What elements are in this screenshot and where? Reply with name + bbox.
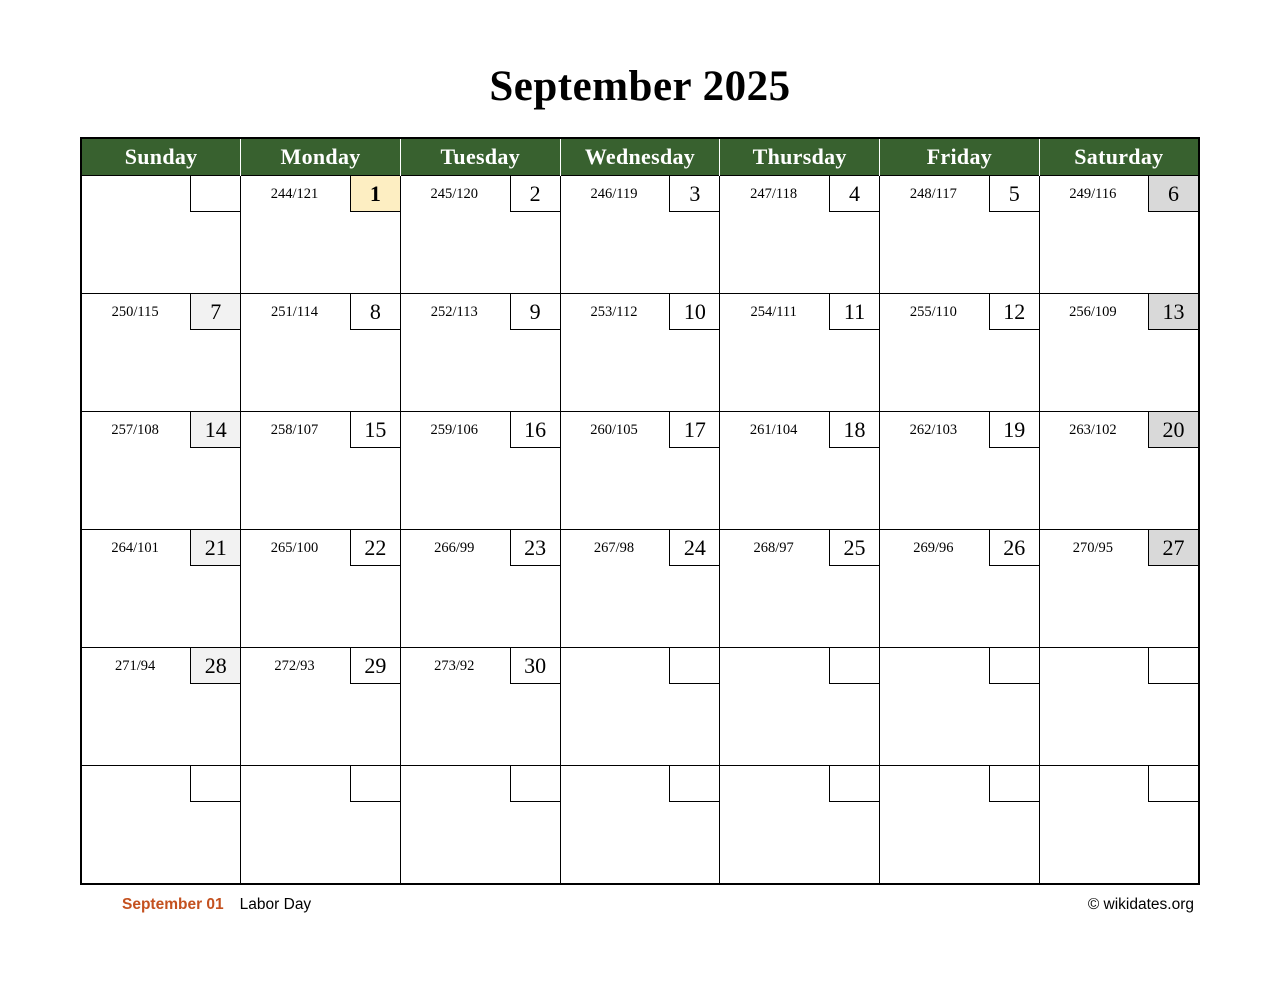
day-cell-header bbox=[241, 412, 400, 448]
day-number[interactable]: 2 bbox=[510, 176, 560, 212]
calendar-day-cell[interactable] bbox=[560, 530, 720, 648]
holiday-note bbox=[80, 896, 311, 914]
day-cell-header bbox=[1040, 294, 1198, 330]
day-of-year-label: 248/117 bbox=[909, 186, 957, 202]
day-of-year-label bbox=[401, 766, 510, 802]
day-cell-header bbox=[241, 294, 400, 330]
day-cell-header bbox=[82, 412, 240, 448]
day-number[interactable]: 16 bbox=[510, 412, 560, 448]
day-number[interactable]: 5 bbox=[989, 176, 1039, 212]
day-of-year-label bbox=[880, 766, 989, 802]
calendar-day-cell[interactable] bbox=[1039, 766, 1199, 885]
day-of-year-label: 266/99 bbox=[434, 540, 475, 556]
day-cell-header bbox=[401, 530, 560, 566]
day-number[interactable] bbox=[669, 648, 719, 684]
calendar-week-row bbox=[81, 294, 1199, 412]
day-of-year-label: 263/102 bbox=[1069, 422, 1117, 438]
day-cell-header bbox=[880, 648, 1039, 684]
day-cell-header bbox=[880, 766, 1039, 802]
calendar-week-row bbox=[81, 412, 1199, 530]
day-cell-header bbox=[720, 648, 879, 684]
day-cell-header bbox=[561, 530, 720, 566]
day-of-year-label: 262/103 bbox=[909, 422, 958, 438]
calendar-day-cell[interactable] bbox=[400, 530, 560, 648]
day-cell-header bbox=[720, 530, 879, 566]
day-of-year-label bbox=[561, 648, 670, 684]
day-number[interactable]: 11 bbox=[829, 294, 879, 330]
day-number[interactable]: 9 bbox=[510, 294, 560, 330]
day-number[interactable] bbox=[829, 766, 879, 802]
calendar-day-cell[interactable] bbox=[81, 294, 241, 412]
day-number[interactable] bbox=[510, 766, 560, 802]
day-cell-header bbox=[241, 766, 400, 802]
day-cell-header bbox=[720, 766, 879, 802]
calendar-day-cell[interactable] bbox=[81, 766, 241, 885]
month-grid bbox=[80, 137, 1200, 885]
calendar-week-row bbox=[81, 530, 1199, 648]
day-cell-header bbox=[1040, 412, 1198, 448]
day-cell-header bbox=[82, 648, 240, 684]
day-number[interactable]: 25 bbox=[829, 530, 879, 566]
calendar-week-row bbox=[81, 648, 1199, 766]
holiday-date: September 01 bbox=[122, 896, 224, 913]
day-number[interactable]: 3 bbox=[669, 176, 719, 212]
day-of-year-label: 273/92 bbox=[434, 658, 475, 674]
day-of-year-label: 258/107 bbox=[270, 422, 319, 438]
day-of-year-label: 261/104 bbox=[749, 422, 798, 438]
calendar-day-cell[interactable] bbox=[880, 412, 1040, 530]
day-cell-header bbox=[241, 530, 400, 566]
day-of-year-label: 253/112 bbox=[590, 304, 638, 320]
day-of-year-label: 259/106 bbox=[430, 422, 479, 438]
day-of-year-label: 251/114 bbox=[271, 304, 319, 320]
calendar-week-row bbox=[81, 176, 1199, 294]
day-of-year-label: 260/105 bbox=[590, 422, 638, 438]
day-number[interactable] bbox=[669, 766, 719, 802]
day-cell-header bbox=[880, 530, 1039, 566]
day-number[interactable]: 12 bbox=[989, 294, 1039, 330]
day-number[interactable]: 28 bbox=[190, 648, 240, 684]
day-of-year-label bbox=[82, 766, 190, 802]
day-of-year-label bbox=[561, 766, 670, 802]
day-cell-header bbox=[401, 648, 560, 684]
day-of-year-label: 244/121 bbox=[270, 186, 319, 202]
day-number[interactable]: 4 bbox=[829, 176, 879, 212]
calendar-day-cell[interactable] bbox=[81, 530, 241, 648]
day-cell-header bbox=[1040, 766, 1198, 802]
day-number[interactable]: 23 bbox=[510, 530, 560, 566]
day-cell-header bbox=[561, 648, 720, 684]
day-number[interactable] bbox=[1148, 766, 1198, 802]
day-number[interactable]: 6 bbox=[1148, 176, 1198, 212]
calendar-day-cell[interactable] bbox=[720, 648, 880, 766]
day-number[interactable]: 26 bbox=[989, 530, 1039, 566]
day-of-year-label bbox=[880, 648, 989, 684]
calendar-day-cell[interactable] bbox=[241, 530, 401, 648]
day-of-year-label: 265/100 bbox=[270, 540, 319, 556]
weekday-header-tuesday: Tuesday bbox=[400, 138, 560, 176]
calendar-day-cell[interactable] bbox=[81, 648, 241, 766]
site-credit: © wikidates.org bbox=[1087, 896, 1194, 913]
calendar-day-cell[interactable] bbox=[560, 412, 720, 530]
calendar-day-cell[interactable] bbox=[241, 648, 401, 766]
calendar-day-cell[interactable] bbox=[81, 412, 241, 530]
day-number[interactable]: 18 bbox=[829, 412, 879, 448]
calendar-week-row bbox=[81, 766, 1199, 885]
calendar-day-cell[interactable] bbox=[400, 766, 560, 885]
calendar-day-cell[interactable] bbox=[241, 412, 401, 530]
day-number[interactable]: 29 bbox=[350, 648, 400, 684]
day-of-year-label: 255/110 bbox=[909, 304, 957, 320]
day-number[interactable] bbox=[829, 648, 879, 684]
day-number[interactable]: 21 bbox=[190, 530, 240, 566]
calendar-day-cell[interactable] bbox=[400, 412, 560, 530]
holiday-name: Labor Day bbox=[239, 896, 312, 913]
day-number[interactable]: 20 bbox=[1148, 412, 1198, 448]
day-cell-header bbox=[720, 176, 879, 212]
day-cell-header bbox=[82, 530, 240, 566]
calendar-day-cell[interactable] bbox=[880, 294, 1040, 412]
day-cell-header bbox=[241, 176, 400, 212]
calendar-day-cell[interactable] bbox=[720, 176, 880, 294]
day-number[interactable] bbox=[989, 648, 1039, 684]
day-cell-header bbox=[241, 648, 400, 684]
weekday-header-saturday: Saturday bbox=[1039, 138, 1199, 176]
calendar-day-cell[interactable] bbox=[241, 294, 401, 412]
calendar-day-cell[interactable] bbox=[720, 412, 880, 530]
calendar-footer bbox=[80, 890, 1200, 920]
calendar-day-cell[interactable] bbox=[241, 766, 401, 885]
day-of-year-label: 264/101 bbox=[111, 540, 159, 556]
day-of-year-label: 272/93 bbox=[274, 658, 315, 674]
day-of-year-label: 256/109 bbox=[1069, 304, 1117, 320]
day-of-year-label: 246/119 bbox=[590, 186, 638, 202]
calendar-day-cell[interactable] bbox=[400, 648, 560, 766]
calendar-day-cell[interactable] bbox=[880, 530, 1040, 648]
weekday-header-monday: Monday bbox=[241, 138, 401, 176]
day-cell-header bbox=[401, 176, 560, 212]
day-cell-header bbox=[880, 294, 1039, 330]
day-cell-header bbox=[82, 176, 240, 212]
day-cell-header bbox=[82, 294, 240, 330]
calendar-day-cell[interactable] bbox=[880, 766, 1040, 885]
day-of-year-label: 254/111 bbox=[750, 304, 797, 320]
day-of-year-label: 267/98 bbox=[593, 540, 635, 556]
day-number[interactable]: 17 bbox=[669, 412, 719, 448]
calendar-day-cell[interactable] bbox=[560, 176, 720, 294]
day-cell-header bbox=[561, 412, 720, 448]
day-number[interactable]: 10 bbox=[669, 294, 719, 330]
day-of-year-label: 247/118 bbox=[750, 186, 798, 202]
day-number[interactable] bbox=[350, 766, 400, 802]
day-number[interactable]: 13 bbox=[1148, 294, 1198, 330]
weekday-header-thursday: Thursday bbox=[720, 138, 880, 176]
day-cell-header bbox=[561, 176, 720, 212]
day-number[interactable] bbox=[989, 766, 1039, 802]
day-number[interactable]: 7 bbox=[190, 294, 240, 330]
day-cell-header bbox=[401, 294, 560, 330]
weekday-header-friday: Friday bbox=[880, 138, 1040, 176]
day-of-year-label: 271/94 bbox=[114, 658, 156, 674]
calendar-day-cell[interactable] bbox=[241, 176, 401, 294]
calendar-day-cell[interactable] bbox=[720, 530, 880, 648]
day-cell-header bbox=[1040, 648, 1198, 684]
calendar-day-cell[interactable] bbox=[560, 294, 720, 412]
calendar-day-cell[interactable] bbox=[1039, 530, 1199, 648]
calendar-body bbox=[81, 176, 1199, 885]
day-cell-header bbox=[880, 412, 1039, 448]
day-cell-header bbox=[82, 766, 240, 802]
day-number[interactable]: 15 bbox=[350, 412, 400, 448]
day-cell-header bbox=[1040, 176, 1198, 212]
day-of-year-label bbox=[241, 766, 350, 802]
calendar-day-cell[interactable] bbox=[400, 294, 560, 412]
day-cell-header bbox=[1040, 530, 1198, 566]
day-of-year-label: 250/115 bbox=[111, 304, 159, 320]
weekday-header-row bbox=[81, 138, 1199, 176]
day-of-year-label bbox=[82, 176, 190, 212]
day-of-year-label bbox=[1040, 766, 1148, 802]
calendar-day-cell[interactable] bbox=[880, 648, 1040, 766]
day-of-year-label: 257/108 bbox=[111, 422, 159, 438]
calendar-day-cell[interactable] bbox=[720, 766, 880, 885]
day-cell-header bbox=[401, 766, 560, 802]
day-number[interactable]: 8 bbox=[350, 294, 400, 330]
weekday-header-wednesday: Wednesday bbox=[560, 138, 720, 176]
calendar-day-cell[interactable] bbox=[1039, 294, 1199, 412]
day-number[interactable]: 27 bbox=[1148, 530, 1198, 566]
calendar-day-cell[interactable] bbox=[880, 176, 1040, 294]
calendar-day-cell[interactable] bbox=[720, 294, 880, 412]
calendar-day-cell[interactable] bbox=[1039, 648, 1199, 766]
day-cell-header bbox=[401, 412, 560, 448]
day-cell-header bbox=[880, 176, 1039, 212]
day-number[interactable]: 19 bbox=[989, 412, 1039, 448]
day-of-year-label: 270/95 bbox=[1072, 540, 1113, 556]
day-of-year-label: 268/97 bbox=[753, 540, 794, 556]
day-cell-header bbox=[561, 766, 720, 802]
day-number[interactable]: 14 bbox=[190, 412, 240, 448]
day-number[interactable]: 30 bbox=[510, 648, 560, 684]
day-of-year-label: 269/96 bbox=[913, 540, 954, 556]
day-number[interactable] bbox=[190, 766, 240, 802]
calendar-day-cell[interactable] bbox=[1039, 412, 1199, 530]
calendar-day-cell[interactable] bbox=[400, 176, 560, 294]
day-number[interactable]: 22 bbox=[350, 530, 400, 566]
page-title: September 2025 bbox=[489, 63, 791, 110]
day-of-year-label: 249/116 bbox=[1069, 186, 1117, 202]
weekday-header-sunday: Sunday bbox=[81, 138, 241, 176]
calendar-day-cell[interactable] bbox=[560, 766, 720, 885]
day-of-year-label bbox=[720, 648, 829, 684]
day-number[interactable] bbox=[1148, 648, 1198, 684]
day-of-year-label: 252/113 bbox=[430, 304, 478, 320]
day-cell-header bbox=[720, 294, 879, 330]
calendar-day-cell[interactable] bbox=[560, 648, 720, 766]
day-number[interactable]: 24 bbox=[669, 530, 719, 566]
day-cell-header bbox=[561, 294, 720, 330]
day-of-year-label bbox=[1040, 648, 1148, 684]
day-number[interactable]: 1 bbox=[350, 176, 400, 212]
calendar-container bbox=[80, 137, 1200, 885]
calendar-day-cell[interactable] bbox=[1039, 176, 1199, 294]
day-of-year-label bbox=[720, 766, 829, 802]
day-number[interactable] bbox=[190, 176, 240, 212]
calendar-day-cell[interactable] bbox=[81, 176, 241, 294]
day-cell-header bbox=[720, 412, 879, 448]
day-of-year-label: 245/120 bbox=[430, 186, 479, 202]
